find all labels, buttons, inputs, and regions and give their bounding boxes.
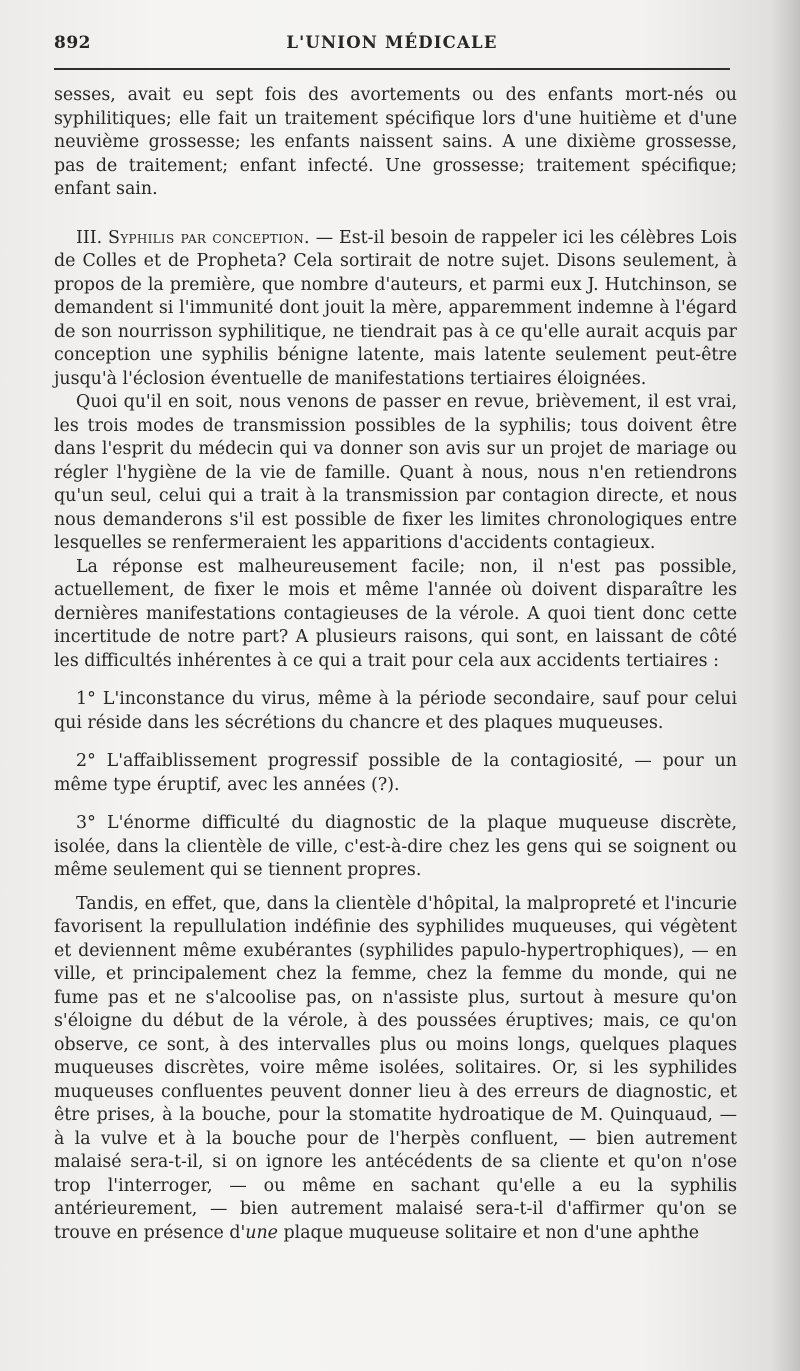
body-text	[54, 84, 737, 1245]
section-text: — Est-il besoin de rappeler ici les célèbres Lois de Colles et de Propheta? Cela sortirait de notre sujet. Disons seulement, à propos de la première, que nombre d'auteurs, et parmi eux J. Hutchinson, se demandent si l'immunité dont jouit la mère, apparemment indemne à l'égard de son nourrisson syphilitique, ne tiendrait pas à ce qu'elle aurait acquis par conception une syphilis bénigne latente, mais latente seulement peut-être jusqu'à l'éclosion éventuelle de manifestations tertiaires éloignées.	[54, 227, 737, 389]
list-item	[54, 812, 737, 883]
paragraph-continuation: sesses, avait eu sept fois des avortements ou des enfants mort-nés ou syphilitiques; elle fait un traitement spécifique lors d'une huitième et d'une neuvième grossesse; les enfants naissent sains. A une dixième grossesse, pas de traitement; enfant infecté. Une grossesse; traitement spécifique; enfant sain.	[54, 85, 737, 199]
section-number: III.	[76, 227, 103, 248]
paragraph-quoi-qu-il-en-soit: Quoi qu'il en soit, nous venons de passer en revue, brièvement, il est vrai, les trois modes de transmission possibles de la syphilis; tous doivent être dans l'esprit du médecin qui va donner son avis sur un projet de mariage ou régler l'hygiène de la vie de famille. Quant à nous, nous n'en retiendrons qu'un seul, celui qui a trait à la transmission par contagion directe, et nous nous demanderons s'il est possible de fixer les limites chronologiques entre lesquelles se renfermeraient les apparitions d'accidents contagieux.	[54, 392, 737, 553]
paragraph-la-reponse: La réponse est malheureusement facile; non, il n'est pas possible, actuellement, de fixer le mois et même l'année où doivent disparaître les dernières manifestations contagieuses de la vérole. A quoi tient donc cette incertitude de notre part? A plusieurs raisons, qui sont, en laissant de côté les difficultés inhérentes à ce qui a trait pour cela aux accidents tertiaires :	[54, 556, 737, 671]
list-item-text: L'inconstance du virus, même à la période secondaire, sauf pour celui qui réside dans les sécrétions du chancre et des plaques muqueuses.	[54, 689, 738, 733]
page-number: 892	[54, 33, 91, 53]
list-item	[54, 750, 737, 797]
paragraph-text: Tandis, en effet, que, dans la clientèle d'hôpital, la malpropreté et l'incurie favorisent la repullulation indéfinie des syphilides muqueuses, qui végètent et deviennent même exubérantes (syphilides papulo-hypertrophiques), — en ville, et principalement chez la femme, chez la femme du monde, qui ne fume pas et ne s'alcoolise pas, on n'assiste plus, surtout à mesure qu'on s'éloigne du début de la vérole, à des poussées éruptives; mais, ce qu'on observe, ce sont, à des intervalles plus ou moins longs, quelques plaques muqueuses discrètes, voire même isolées, solitaires. Or, si les syphilides muqueuses confluentes peuvent donner lieu à des erreurs de diagnostic, et être prises, à la bouche, pour la stomatite hydroatique de M. Quinquaud, — à la vulve et à la bouche pour de l'herpès confluent, — bien autrement malaisé sera-t-il, si on ignore les antécédents de sa cliente et qu'on n'ose trop l'interroger, — ou même en sachant qu'elle a eu la syphilis antérieurement, — bien autrement malaisé sera-t-il d'affirmer qu'on se trouve en présence d'	[54, 893, 737, 1243]
section-title: Syphilis par conception.	[108, 227, 310, 248]
list-item	[54, 688, 737, 735]
running-title: L'UNION MÉDICALE	[286, 33, 498, 52]
paragraph-tandis	[54, 893, 737, 1246]
list-item-number: 1°	[76, 689, 96, 709]
page-header	[54, 33, 730, 63]
list-item-number: 2°	[76, 751, 96, 771]
paragraph-text-end: plaque muqueuse solitaire et non d'une aphthe	[277, 1222, 700, 1243]
list-item-text: L'énorme difficulté du diagnostic de la plaque muqueuse discrète, isolée, dans la clientèle de ville, c'est-à-dire chez les gens qui se soignent ou même seulement qui se tiennent propres.	[54, 813, 737, 880]
page-edge-shadow	[772, 0, 800, 1371]
emphasis: une	[245, 1222, 278, 1243]
list-item-number: 3°	[76, 813, 96, 833]
section-syphilis-par-conception	[54, 227, 737, 392]
list-item-text: L'affaiblissement progressif possible de la contagiosité, — pour un même type éruptif, avec les années (?).	[54, 751, 738, 795]
header-rule	[54, 68, 730, 70]
